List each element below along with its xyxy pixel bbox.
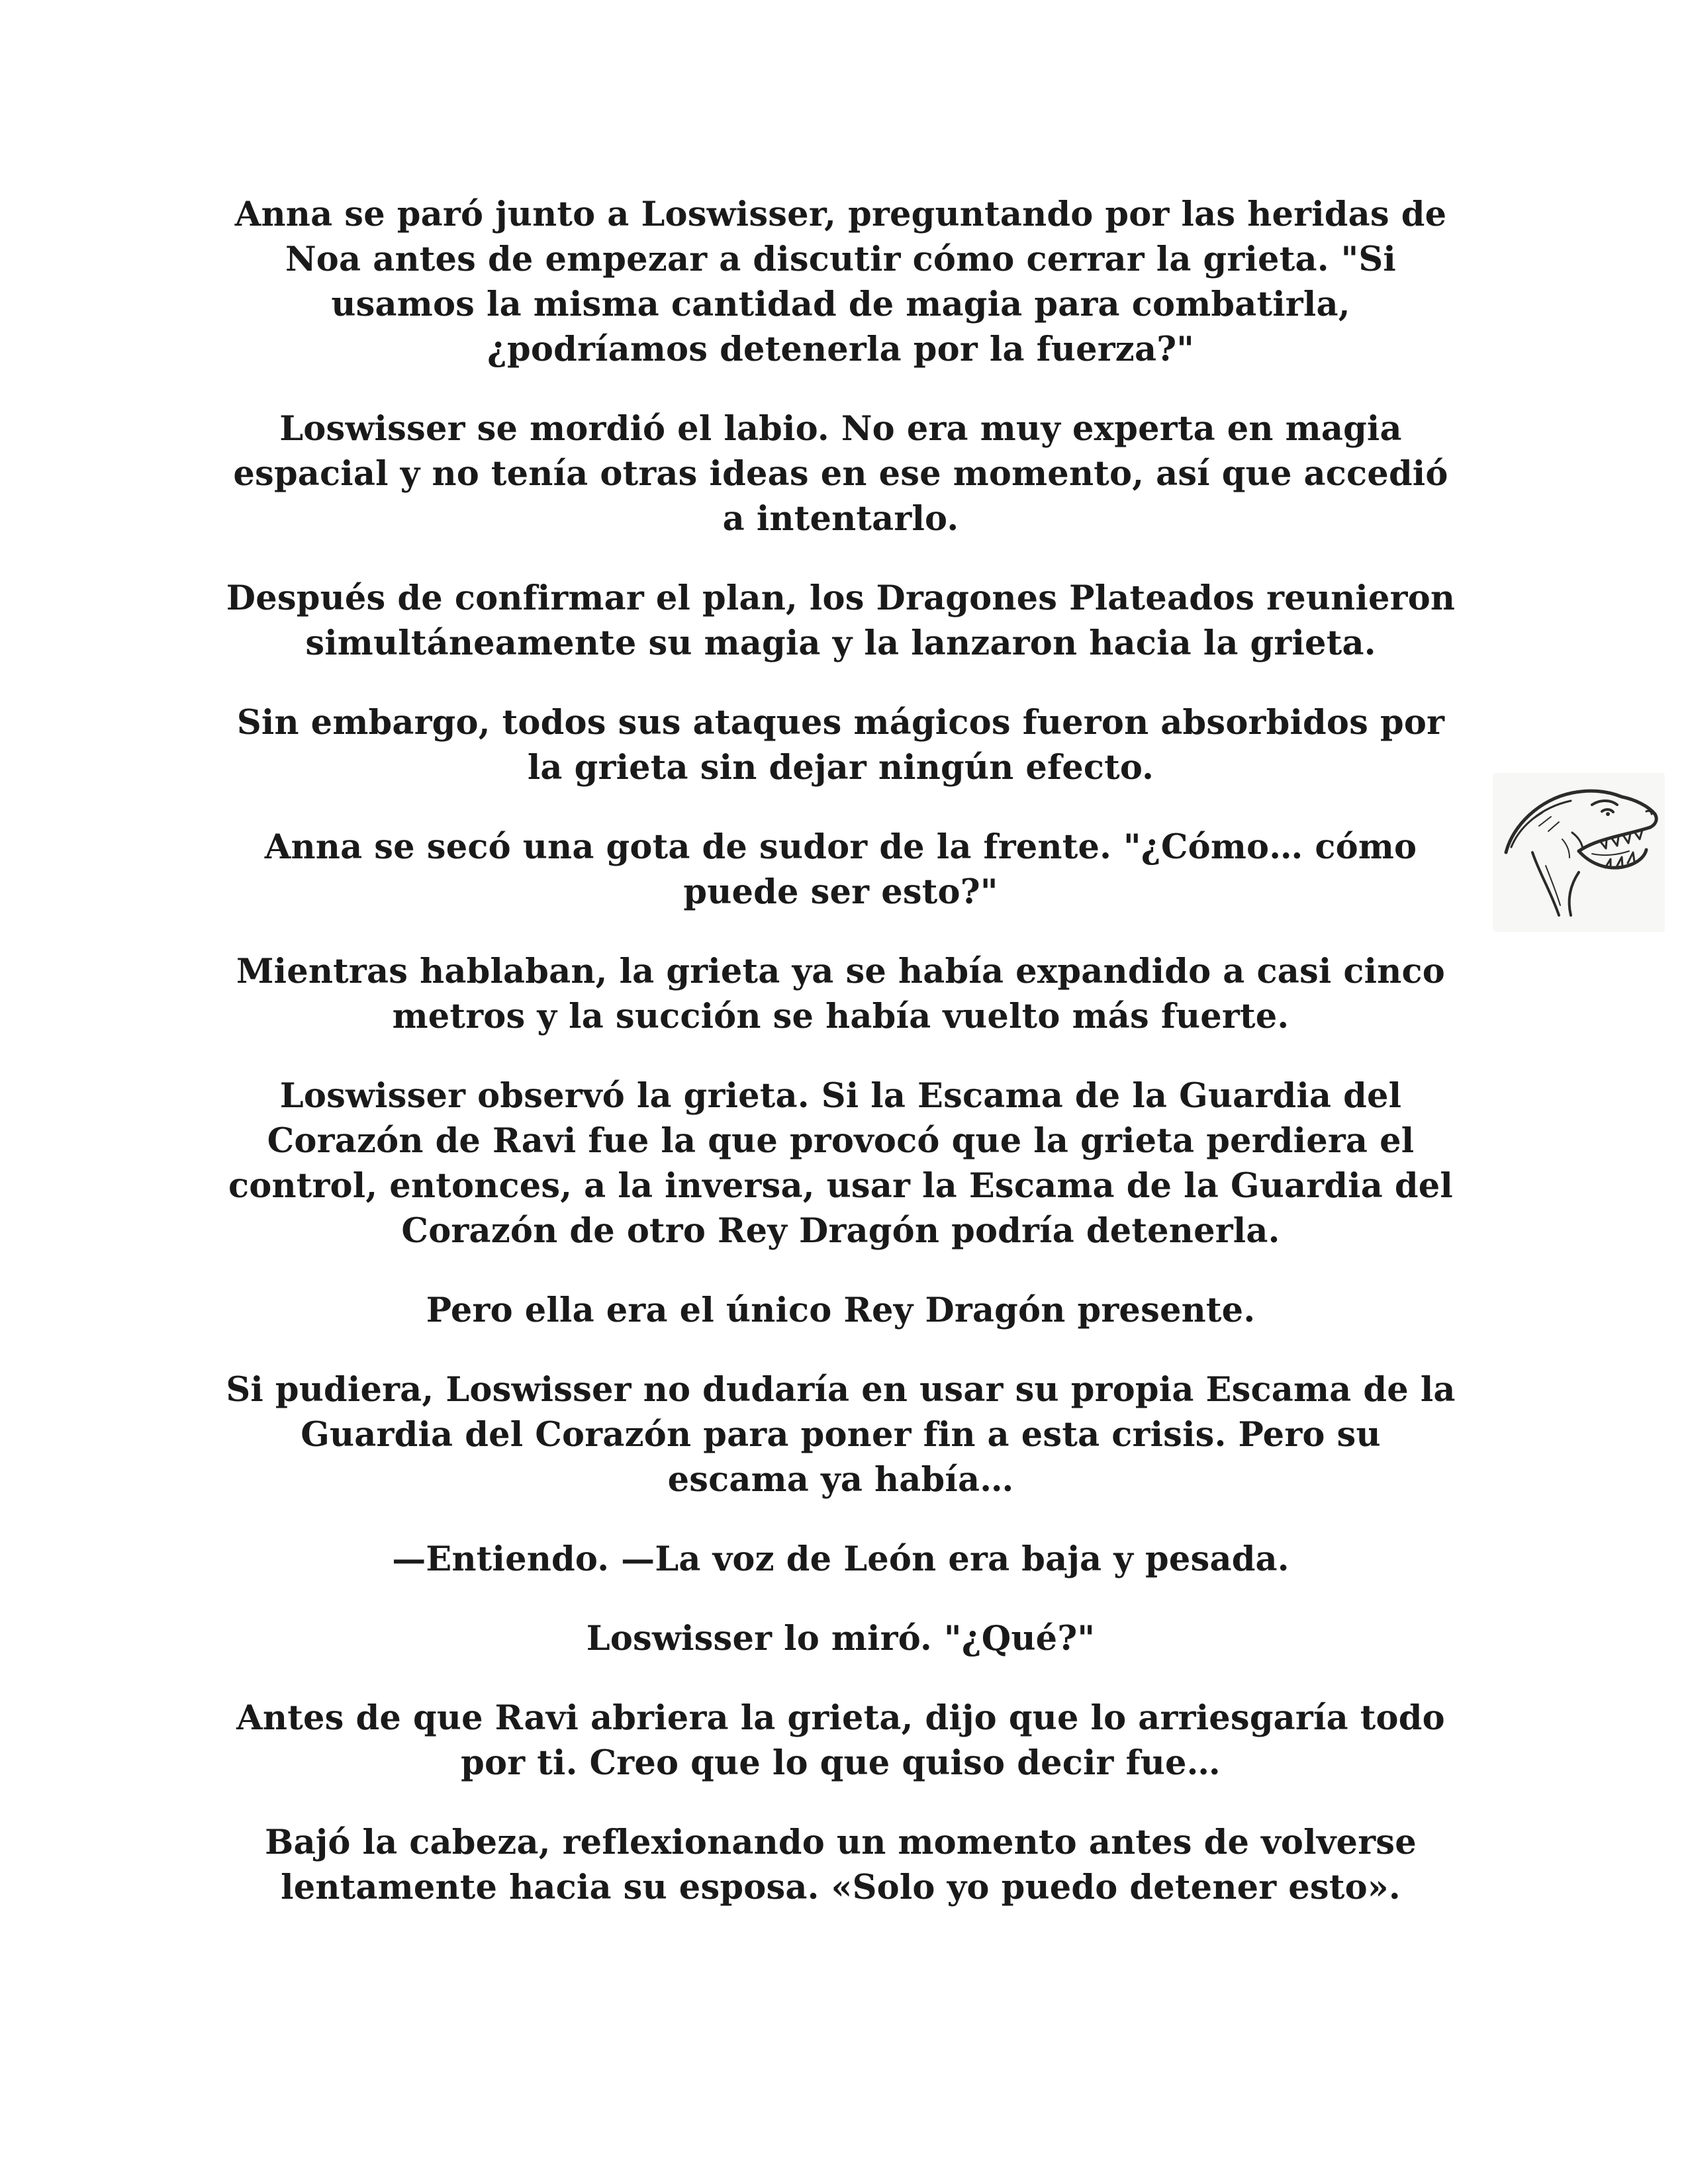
paragraph-2: Loswisser se mordió el labio. No era muy experta en magia espacial y no tenía otras ideas en ese momento, así que accedió a intentarlo. [233,409,1448,539]
paragraph-5: Anna se secó una gota de sudor de la frente. "¿Cómo… cómo puede ser esto?" [264,827,1417,912]
dinosaur-head-sketch-icon [1493,773,1665,932]
paragraph-10: —Entiendo. —La voz de León era baja y pesada. [392,1539,1289,1579]
paragraph-13: Bajó la cabeza, reflexionando un momento antes de volverse lentamente hacia su esposa. «Solo yo puedo detener esto». [265,1823,1417,1907]
paragraph-9: Si pudiera, Loswisser no dudaría en usar su propia Escama de la Guardia del Corazón para poner fin a esta crisis. Pero su escama ya había… [226,1370,1456,1500]
story-text [225,192,1456,1944]
paragraph-8: Pero ella era el único Rey Dragón presente. [426,1291,1256,1330]
paragraph-12: Antes de que Ravi abriera la grieta, dijo que lo arriesgaría todo por ti. Creo que lo que quiso decir fue… [236,1698,1445,1783]
paragraph-7: Loswisser observó la grieta. Si la Escama de la Guardia del Corazón de Ravi fue la que provocó que la grieta perdiera el control, entonces, a la inversa, usar la Escama de la Guardia del Corazón de otro Rey Dragón podría detenerla. [228,1076,1454,1251]
paragraph-6: Mientras hablaban, la grieta ya se había expandido a casi cinco metros y la succión se había vuelto más fuerte. [236,952,1445,1036]
paragraph-11: Loswisser lo miró. "¿Qué?" [586,1619,1096,1659]
paragraph-3: Después de confirmar el plan, los Dragones Plateados reunieron simultáneamente su magia y la lanzaron hacia la grieta. [226,578,1456,663]
paragraph-1: Anna se paró junto a Loswisser, preguntando por las heridas de Noa antes de empezar a discutir cómo cerrar la grieta. "Si usamos la misma cantidad de magia para combatirla, ¿podríamos detenerla por la fuerza?" [234,195,1447,369]
paragraph-4: Sin embargo, todos sus ataques mágicos fueron absorbidos por la grieta sin dejar ningún efecto. [236,703,1445,788]
